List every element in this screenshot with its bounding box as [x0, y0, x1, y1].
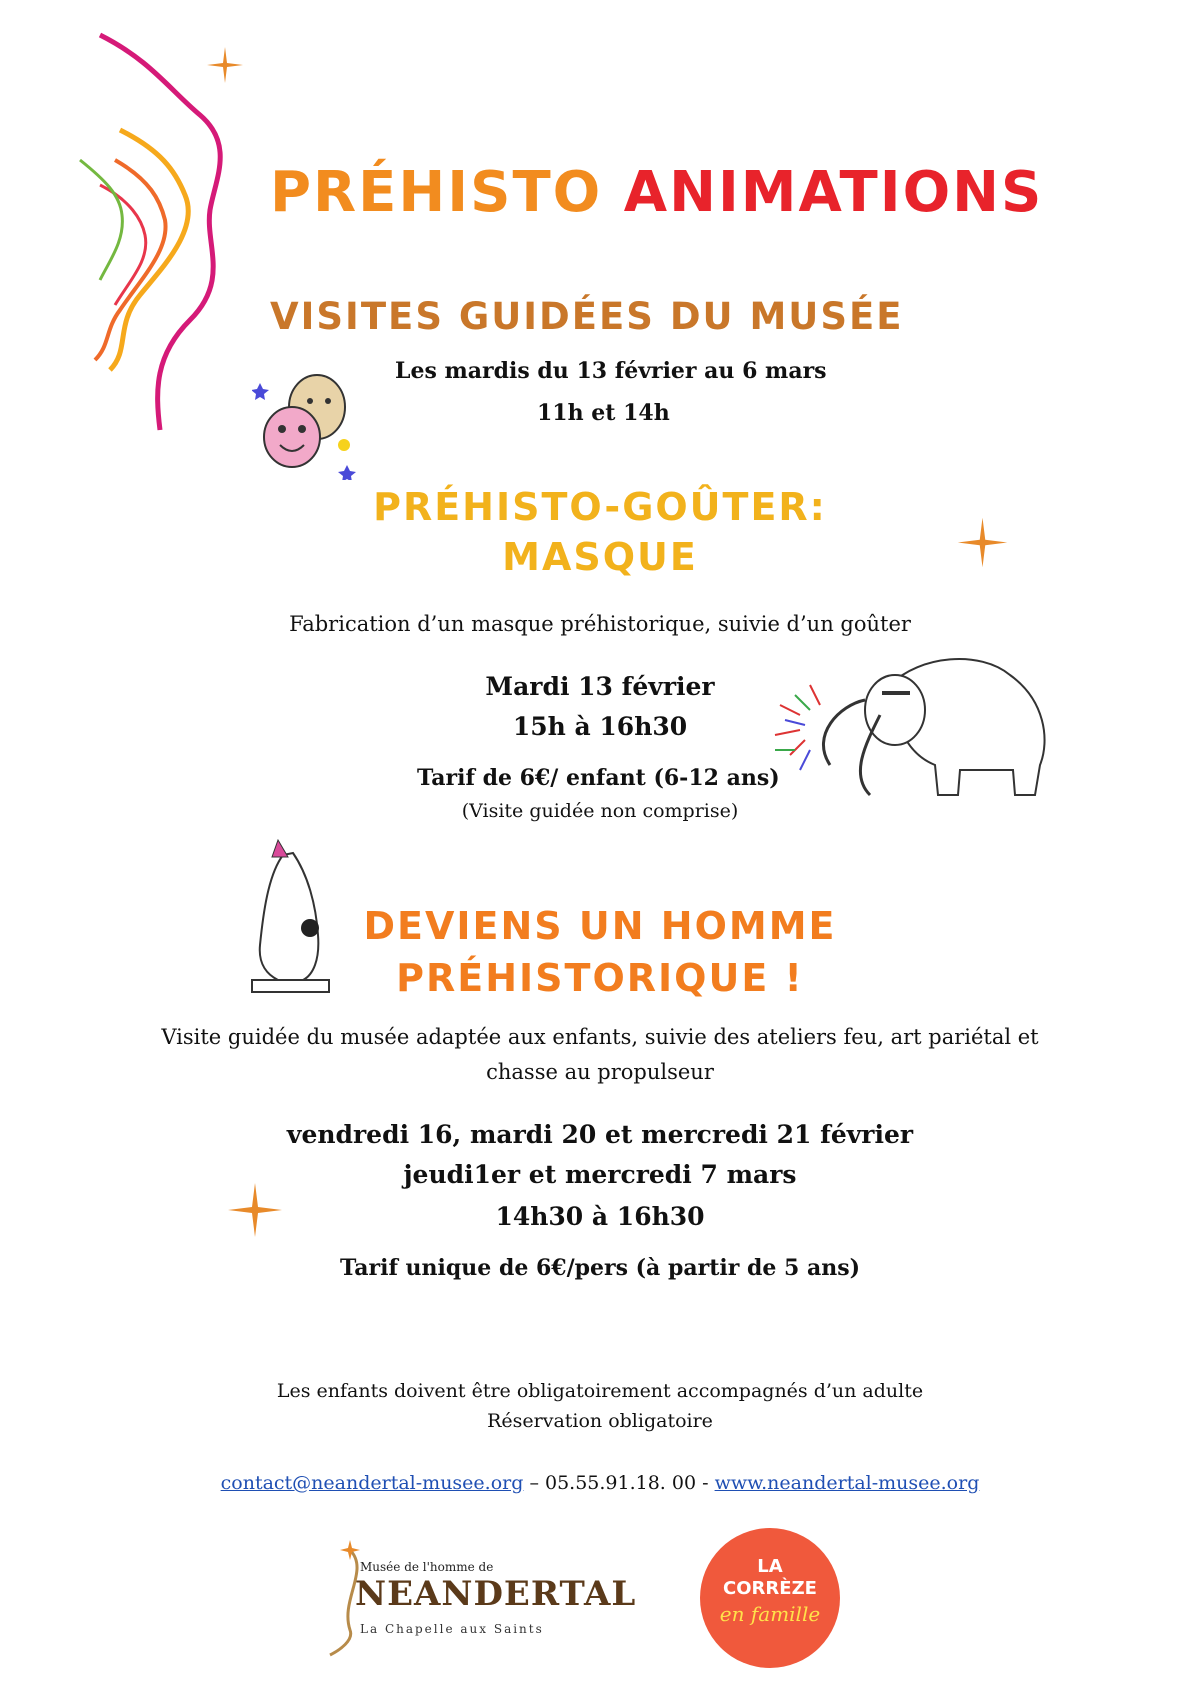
visites-hours: 11h et 14h [537, 400, 670, 426]
correze-en-famille-logo [700, 1528, 840, 1668]
homme-description-line2: chasse au propulseur [486, 1060, 714, 1084]
email-link[interactable]: contact@neandertal-musee.org [220, 1472, 524, 1494]
gouter-heading-line1: PRÉHISTO-GOÛTER: [373, 485, 827, 529]
website-link[interactable]: www.neandertal-musee.org [714, 1472, 980, 1494]
theatre-masks-icon [252, 365, 362, 480]
homme-dates-line1: vendredi 16, mardi 20 et mercredi 21 février [286, 1120, 914, 1149]
correze-logo-line3: en famille [719, 1602, 821, 1626]
neandertal-logo [320, 1540, 637, 1670]
phone-number: – 05.55.91.18. 00 - [523, 1472, 715, 1494]
neandertal-logo-name: NEANDERTAL [355, 1574, 637, 1614]
title-part-prehisto: PRÉHISTO [270, 160, 603, 225]
visites-heading: VISITES GUIDÉES DU MUSÉE [270, 295, 904, 338]
gouter-date: Mardi 13 février [485, 672, 715, 701]
footer-contact [0, 1472, 1200, 1494]
visites-dates: Les mardis du 13 février au 6 mars [395, 358, 827, 384]
correze-logo-line2: CORRÈZE [723, 1578, 817, 1599]
title-part-animations: ANIMATIONS [623, 160, 1044, 225]
neandertal-logo-subtitle: Musée de l'homme de [360, 1560, 494, 1574]
homme-heading-line2: PRÉHISTORIQUE ! [396, 956, 804, 1000]
homme-dates-line2: jeudi1er et mercredi 7 mars [403, 1160, 797, 1189]
gouter-hours: 15h à 16h30 [512, 712, 688, 741]
homme-description-line1: Visite guidée du musée adaptée aux enfants, suivie des ateliers feu, art pariétal et [161, 1025, 1039, 1049]
homme-hours: 14h30 à 16h30 [495, 1202, 705, 1231]
mammoth-icon [770, 645, 1070, 815]
gouter-note: (Visite guidée non comprise) [461, 800, 739, 822]
star-icon [205, 45, 245, 85]
neandertal-logo-place: La Chapelle aux Saints [360, 1622, 544, 1636]
figurine-icon [248, 835, 333, 995]
footer-note-line2: Réservation obligatoire [487, 1410, 713, 1432]
homme-heading [340, 900, 860, 1004]
gouter-heading-line2: MASQUE [502, 535, 698, 579]
footer-note-line1: Les enfants doivent être obligatoirement accompagnés d’un adulte [276, 1380, 924, 1402]
gouter-heading [0, 482, 1200, 582]
gouter-description: Fabrication d’un masque préhistorique, suivie d’un goûter [289, 612, 911, 636]
page-title [270, 160, 1043, 225]
homme-heading-line1: DEVIENS UN HOMME [363, 904, 837, 948]
gouter-price: Tarif de 6€/ enfant (6-12 ans) [417, 765, 780, 791]
correze-logo-line1: LA [757, 1556, 783, 1577]
homme-price: Tarif unique de 6€/pers (à partir de 5 ans) [339, 1255, 861, 1281]
